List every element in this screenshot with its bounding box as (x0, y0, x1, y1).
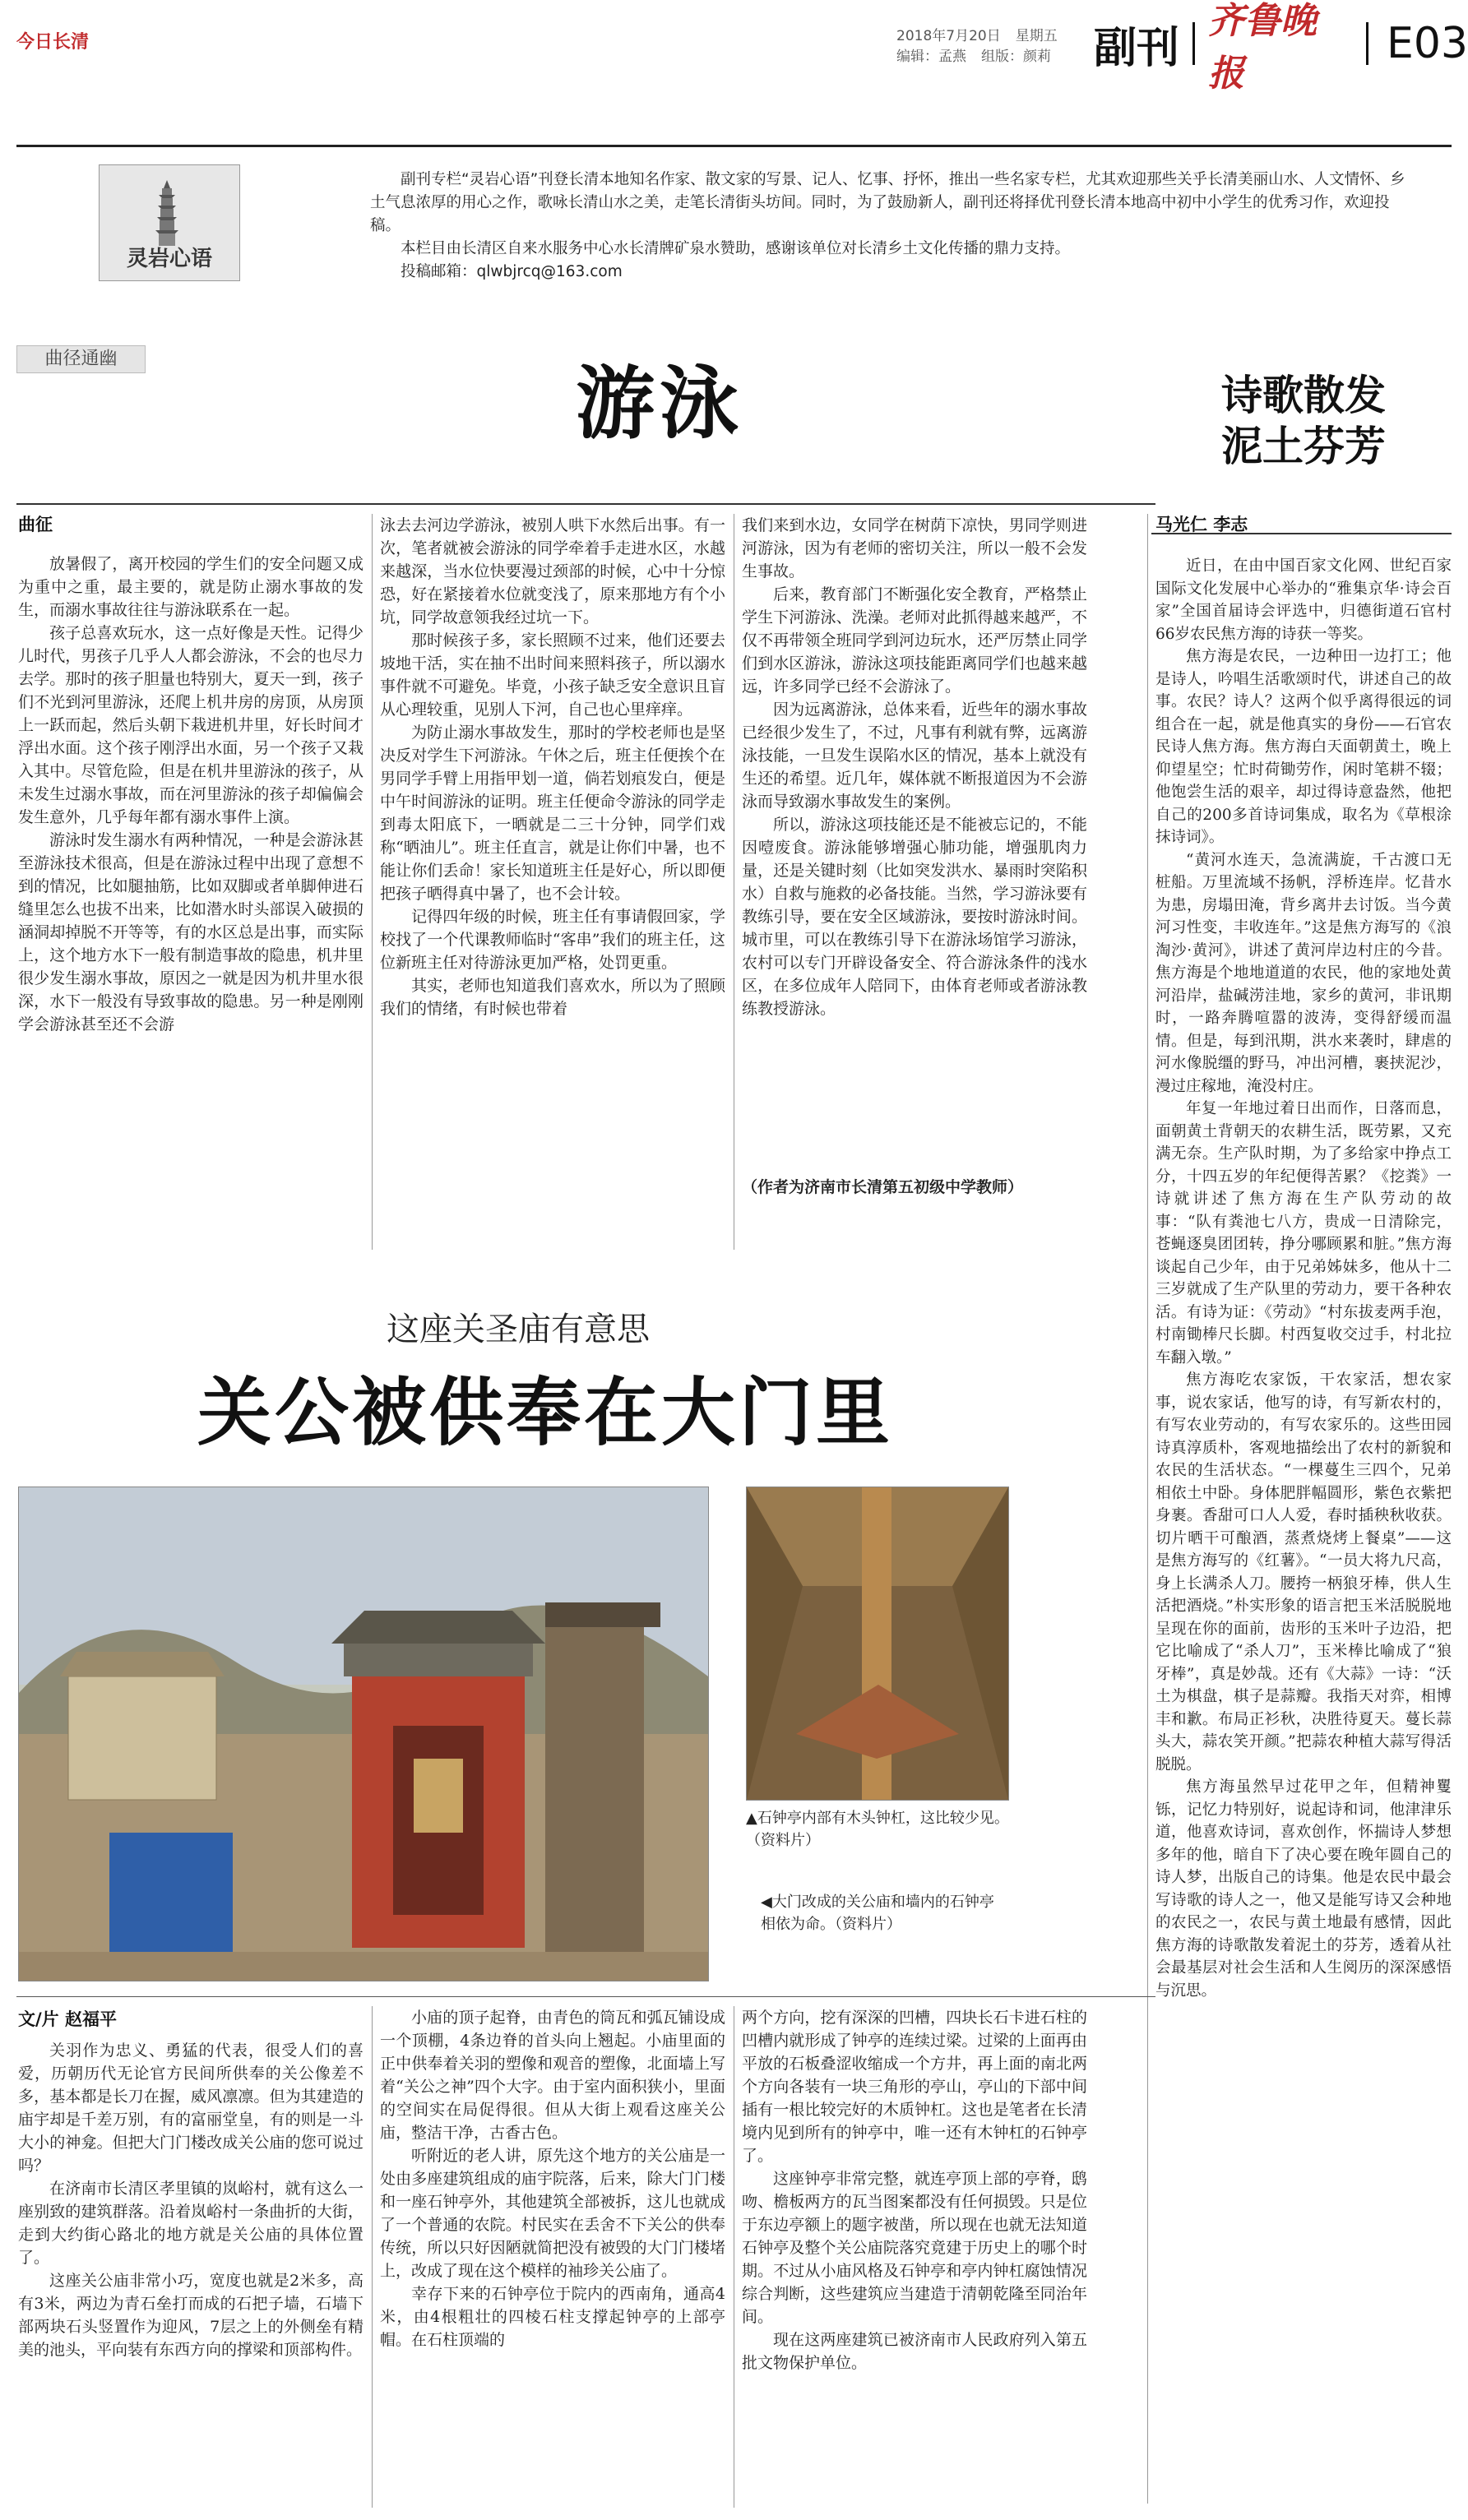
article-author: 曲征 (18, 515, 53, 534)
article-byline: 文/片 赵福平 (18, 2009, 117, 2029)
pagoda-icon (151, 180, 183, 246)
paragraph: 记得四年级的时候，班主任有事请假回家，学校找了一个代课教师临时“客串”我们的班主任，这位新班主任对待游泳更加严格，处罚更重。 (380, 908, 725, 972)
paragraph: 其实，老师也知道我们喜欢水，所以为了照顾我们的情绪，有时候也带着 (380, 977, 725, 1018)
paragraph: 两个方向，挖有深深的凹槽，四块长石卡进石柱的凹槽内就形成了钟亭的连续过梁。过梁的上面再由平放的石板叠涩收缩成一个方井，再上面的南北两个方向各装有一块三角形的亭山，亭山的下部中间插有一根比较完好的木质钟杠。这也是笔者在长清境内见到所有的钟亭中，唯一还有木钟杠的石钟亭了。 (742, 2009, 1087, 2165)
paragraph: 泳去去河边学游泳，被别人哄下水然后出事。有一次，笔者就被会游泳的同学牵着手走进水区，水越来越深，当水位快要漫过颈部的时候，心中十分惊恐，好在紧接着水位就变浅了，原来那地方有个小坑，同学故意领我经过坑一下。 (380, 516, 725, 627)
issue-date: 2018年7月20日 (896, 28, 1001, 44)
paragraph: 听附近的老人讲，原先这个地方的关公庙是一处由多座建筑组成的庙宇院落，后来，除大门门楼和一座石钟亭外，其他建筑全部被拆，这儿也就成了一个普通的农院。村民实在丢舍不下关公的供奉传统，所以只好因陋就简把没有被毁的大门门楼堵上，改成了现在这个模样的袖珍关公庙了。 (380, 2147, 725, 2280)
column-divider (372, 2006, 373, 2508)
paragraph: 幸存下来的石钟亭位于院内的西南角，通高4米，由4根粗壮的四棱石柱支撑起钟亭的上部亭帽。在石柱顶端的 (380, 2285, 725, 2349)
paragraph: 年复一年地过着日出而作，日落而息，面朝黄土背朝天的农耕生活，既劳累，又充满无奈。生产队时期，为了多给家中挣点工分，十四五岁的年纪便得苦累？《挖粪》一诗就讲述了焦方海在生产队劳动的故事：“队有粪池七八方，贵成一日清除完，苍蝇逐臭团团转，挣分哪顾累和脏。”焦方海谈起自己少年，由于兄弟姊妹多，他从十二三岁就成了生产队里的劳动力，要干各种农活。有诗为证：《劳动》“村东拔麦两手泡，村南锄棒尺长脚。村西复收交过手，村北拉车翻入墩。” (1155, 1100, 1452, 1366)
column-intro (370, 169, 1415, 284)
paragraph: 因为远离游泳，总体来看，近些年的溺水事故已经很少发生了，不过，凡事有利就有弊，远离游泳技能，一旦发生误陷水区的情况，基本上就没有生还的希望。近几年，媒体就不断报道因为不会游泳而导致溺水事故发生的案例。 (742, 701, 1087, 811)
article-title: 关公被供奉在大门里 (197, 1370, 893, 1456)
article-rule (16, 503, 1155, 505)
column-divider (1147, 514, 1148, 2504)
paragraph: 为防止溺水事故发生，那时的学校老师也是坚决反对学生下河游泳。午休之后，班主任便挨个在男同学手臂上用指甲划一道，倘若划痕发白，便是中午时间游泳的证明。班主任便命令游泳的同学走到毒太阳底下，一晒就是二三十分钟，同学们戏称“晒油儿”。班主任直言，就是让你们中暑，也不能让你们丢命！家长知道班主任是好心，所以即便把孩子晒得真中暑了，也不会计较。 (380, 724, 725, 903)
paragraph: 近日，在由中国百家文化网、世纪百家国际文化发展中心举办的“雅集京华·诗会百家”全国首届诗会评选中，归德街道石官村66岁农民焦方海的诗获一等奖。 (1155, 557, 1452, 643)
paragraph: 那时候孩子多，家长照顾不过来，他们还要去坡地干活，实在抽不出时间来照料孩子，所以溺水事件就不可避免。毕竟，小孩子缺乏安全意识且盲从心理较重，见别人下河，自己也心里痒痒。 (380, 631, 725, 719)
swim-column-1 (18, 553, 364, 1243)
paper-logo: 齐鲁晚报 (1208, 0, 1317, 95)
intro-paragraph: 本栏目由长清区自来水服务中心水长清牌矿泉水赞助，感谢该单位对长清乡土文化传播的鼎力支持。 (401, 240, 1071, 257)
guangong-column-3 (742, 2006, 1087, 2508)
guangong-column-2 (380, 2006, 725, 2508)
paragraph: 现在这两座建筑已被济南市人民政府列入第五批文物保护单位。 (742, 2331, 1087, 2372)
intro-email: 投稿邮箱：qlwbjrcq@163.com (401, 263, 623, 280)
intro-paragraph: 副刊专栏“灵岩心语”刊登长清本地知名作家、散文家的写景、记人、忆事、抒怀，推出一些名家专栏，尤其欢迎那些关乎长清美丽山水、人文情怀、乡土气息浓厚的用心之作，歌咏长清山水之美，走笔长清街头坊间。同时，为了鼓励新人，副刊还将择优刊登长清本地高中初中小学生的优秀习作，欢迎投稿。 (370, 171, 1405, 234)
swim-column-3 (742, 514, 1087, 1172)
temple-gate-photo (18, 1487, 709, 1981)
paragraph: 关羽作为忠义、勇猛的代表，很受人们的喜爱，历朝历代无论官方民间所供奉的关公像差不多，基本都是长刀在握，威风凛凛。但为其建造的庙宇却是千差万别，有的富丽堂皇，有的则是一斗大小的神龛。但把大门门楼改成关公庙的您可说过吗？ (18, 2041, 364, 2175)
paragraph: 焦方海吃农家饭，干农家活，想农家事，说农家话，他写的诗，有写新农村的，有写农业劳动的，有写农家乐的。这些田园诗真淳质朴，客观地描绘出了农村的新貌和农民的生活状态。“一棵蔓生三四个，兄弟相依土中卧。身体肥胖幅圆形，紫色衣紫把身裹。香甜可口人人爱，春时插秧秋收获。切片晒干可酿酒，蒸煮烧烤上餐桌”——这是焦方海写的《红薯》。“一员大将九尺高，身上长满杀人刀。腰挎一柄狼牙棒，供人生活把酒烧。”朴实形象的语言把玉米活脱脱地呈现在你的面前，齿形的玉米叶子边沿，把它比喻成了“杀人刀”，玉米棒比喻成了“狼牙棒”，真是妙哉。还有《大蒜》一诗：“沃土为棋盘，棋子是蒜瓣。我指天对弈，相博丰和歉。布局正衫秋，决胜待夏天。蔓长蒜头大，蒜农笑开颜。”把蒜农种植大蒜写得活脱脱。 (1155, 1371, 1452, 1773)
photo-caption: ▲石钟亭内部有木头钟杠，这比较少见。（资料片） (746, 1810, 1009, 1849)
paragraph: 我们来到水边，女同学在树荫下凉快，男同学则进河游泳，因为有老师的密切关注，所以一般不会发生事故。 (742, 516, 1087, 580)
poetry-column (1155, 555, 1452, 2504)
paragraph: 孩子总喜欢玩水，这一点好像是天性。记得少儿时代，男孩子几乎人人都会游泳，不会的也尽力去学。那时的孩子胆量也特别大，夏天一到，孩子们不光到河里游泳，还爬上机井房的房顶，从房顶上一跃而起，然后头朝下栽进机井里，好长时间才浮出水面。这个孩子刚浮出水面，另一个孩子又栽入其中。尽管危险，但是在机井里游泳的孩子，从未发生过溺水事故，而在河里游泳的孩子却偏偏会发生意外，几乎每年都有溺水事件上演。 (18, 624, 364, 826)
paragraph: 焦方海是农民，一边种田一边打工；他是诗人，吟唱生活歌颂时代，讲述自己的故事。农民？诗人？这两个似乎离得很远的词组合在一起，就是他真实的身份——石官农民诗人焦方海。焦方海白天面朝黄土，晚上仰望星空；忙时荷锄劳作，闲时笔耕不辍；他饱尝生活的艰辛，却过得诗意盎然，他把自己的200多首诗词集成，取名为《草根涂抹诗词》。 (1155, 648, 1452, 846)
page-number: E03 (1386, 19, 1468, 68)
header-rule (16, 145, 1452, 147)
paragraph: 焦方海虽然早过花甲之年，但精神矍铄，记忆力特别好，说起诗和词，他津津乐道，他喜欢诗词，喜欢创作，怀揣诗人梦想多年的他，暗自下了决心要在晚年圆自己的诗人梦，出版自己的诗集。他是农民中最会写诗歌的诗人之一，他又是能写诗又会种地的农民之一，农民与黄土地最有感情，因此焦方海的诗歌散发着泥土的芬芳，透着从社会最基层对社会生活和人生阅历的深深感悟与沉思。 (1155, 1778, 1452, 2000)
poetry-title (1168, 370, 1439, 472)
poetry-author: 马光仁 李志 (1155, 515, 1248, 534)
paragraph: “黄河水连天，急流满旋，千古渡口无桩船。万里流域不扬帆，浮桥连岸。忆昔水为患，房塌田淹，背乡离井去讨饭。当今黄河习性变，丰收连年。”这是焦方海写的《浪淘沙·黄河》，讲述了黄河岸边村庄的今昔。焦方海是个地地道道的农民，他的家地处黄河沿岸，盐碱涝洼地，家乡的黄河，非讯期时，一路奔腾喧嚣的波涛，变得舒缓而温情。但是，每到汛期，洪水来袭时，肆虐的河水像脱缰的野马，冲出河槽，裹挟泥沙，漫过庄稼地，淹没村庄。 (1155, 851, 1452, 1095)
dateline (896, 26, 1072, 67)
column-divider (372, 514, 373, 1250)
bell-pavilion-photo (746, 1487, 1009, 1801)
swim-column-2 (380, 514, 725, 1246)
article-title: 游泳 (576, 358, 743, 450)
editor-credit: 编辑：孟燕 (896, 49, 966, 65)
photo-caption: ◀大门改成的关公庙和墙内的石钟亭相依为命。（资料片） (761, 1893, 994, 1933)
article-subtitle: 这座关圣庙有意思 (387, 1311, 650, 1348)
paragraph: 这座钟亭非常完整，就连亭顶上部的亭脊，鸱吻、檐板两方的瓦当图案都没有任何损毁。只是位于东边亭额上的题字被凿，所以现在也就无法知道石钟亭及整个关公庙院落究竟建于历史上的哪个时期。不过从小庙风格及石钟亭和亭内钟杠腐蚀情况综合判断，这些建筑应当建造于清朝乾隆至同治年间。 (742, 2170, 1087, 2326)
paragraph: 在济南市长清区孝里镇的岚峪村，就有这么一座别致的建筑群落。沿着岚峪村一条曲折的大街，走到大约街心路北的地方就是关公庙的具体位置了。 (18, 2180, 364, 2267)
paragraph: 放暑假了，离开校园的学生们的安全问题又成为重中之重，最主要的，就是防止溺水事故的发生，而溺水事故往往与游泳联系在一起。 (18, 555, 364, 619)
section-name: 副刊 (1094, 23, 1180, 73)
bell-pavilion-illustration (747, 1487, 1008, 1800)
paragraph: 小庙的顶子起脊，由青色的筒瓦和弧瓦铺设成一个顶棚，4条边脊的首头向上翘起。小庙里面的正中供奉着关羽的塑像和观音的塑像，北面墙上写着“关公之神”四个大字。由于室内面积狭小，里面的空间实在局促得很。但从大街上观看这座关公庙，整洁干净，古香古色。 (380, 2009, 725, 2142)
page-head (1094, 0, 1468, 95)
author-credit: （作者为济南市长清第五初级中学教师） (742, 1178, 1024, 1196)
paragraph: 所以，游泳这项技能还是不能被忘记的，不能因噎废食。游泳能够增强心肺功能，增强肌肉力量，还是关键时刻（比如突发洪水、暴雨时突陷积水）自救与施救的必备技能。当然，学习游泳要有教练引导，要在安全区域游泳，要按时游泳时间。城市里，可以在教练引导下在游泳场馆学习游泳，农村可以专门开辟设备安全、符合游泳条件的浅水区，在多位成年人陪同下，由体育老师或者游泳教练教授游泳。 (742, 816, 1087, 1018)
section-label: 今日长清 (16, 31, 90, 52)
paragraph: 这座关公庙非常小巧，宽度也就是2米多，高有3米，两边为青石垒打而成的石把子墙，石墙下部两块石头竖置作为迎风，7层之上的外侧垒有精美的池头，平向装有东西方向的撑梁和顶部构件。 (18, 2272, 364, 2359)
paragraph: 后来，教育部门不断强化安全教育，严格禁止学生下河游泳、洗澡。老师对此抓得越来越严，不仅不再带领全班同学到河边玩水，还严厉禁止同学们到水区游泳，游泳这项技能距离同学们也越来越远，许多同学已经不会游泳了。 (742, 585, 1087, 696)
column-logo (99, 164, 240, 281)
poetry-title-line: 诗歌散发 (1221, 372, 1386, 419)
photo-rule (16, 1996, 1155, 1997)
poetry-title-line: 泥土芬芳 (1221, 423, 1386, 470)
head-divider (1192, 22, 1195, 65)
column-tag: 曲径通幽 (16, 345, 146, 373)
guangong-column-1 (18, 2039, 364, 2508)
column-name: 灵岩心语 (126, 247, 212, 271)
layout-credit: 组版：颜莉 (981, 49, 1051, 65)
head-divider-2 (1366, 22, 1368, 65)
temple-gate-illustration (19, 1487, 708, 1981)
issue-weekday: 星期五 (1015, 28, 1058, 44)
paragraph: 游泳时发生溺水有两种情况，一种是会游泳甚至游泳技术很高，但是在游泳过程中出现了意想不到的情况，比如腿抽筋，比如双脚或者单脚伸进石缝里怎么也拔不出来，比如潜水时头部误入破损的涵洞却掉脱不开等等，有的水区总是出事，而实际上，这个地方水下一般有制造事故的隐患，机井里很少发生溺水事故，原因之一就是因为机井里水很深，水下一般没有导致事故的隐患。另一种是刚刚学会游泳甚至还不会游 (18, 831, 364, 1033)
